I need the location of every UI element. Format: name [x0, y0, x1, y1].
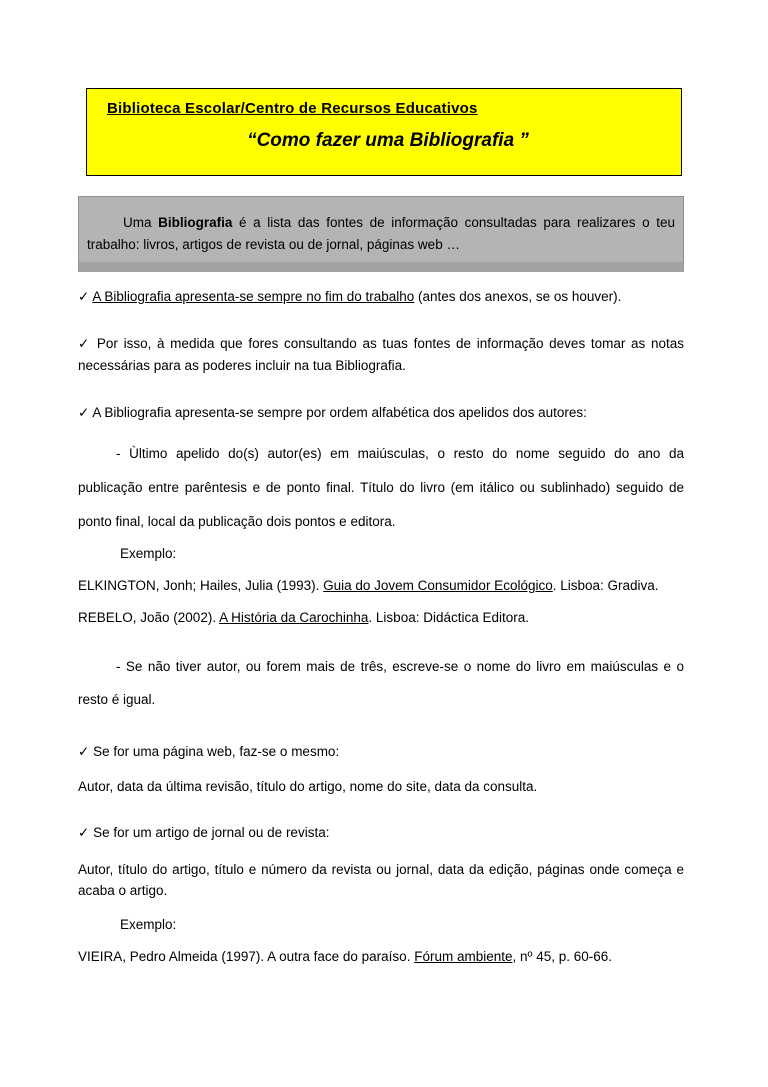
check-icon: ✓ — [78, 289, 90, 304]
paragraph-rule-end-of-work: ✓ A Bibliografia apresenta-se sempre no fim do trabalho (antes dos anexos, se os houver). — [78, 289, 622, 304]
page-title: Biblioteca Escolar/Centro de Recursos Educativos — [107, 100, 478, 117]
intro-bold-term: Bibliografia — [158, 215, 233, 230]
example-label: Exemplo: — [120, 916, 177, 932]
citation-elkington: ELKINGTON, Jonh; Hailes, Julia (1993). Guia do Jovem Consumidor Ecológico. Lisboa: Gradiva. — [78, 578, 659, 594]
document-body — [78, 278, 684, 973]
paragraph-rule-alphabetical: ✓ A Bibliografia apresenta-se sempre por ordem alfabética dos apelidos dos autores: — [78, 404, 587, 420]
citation-rebelo: REBELO, João (2002). A História da Carochinha. Lisboa: Didáctica Editora. — [78, 609, 530, 625]
check-icon: ✓ — [78, 824, 90, 840]
underlined-text: A Bibliografia apresenta-se sempre no fim do trabalho — [92, 289, 415, 304]
paragraph-journal-format: Autor, título do artigo, título e número da revista ou jornal, data da edição, páginas onde começa e acaba o artigo. — [78, 862, 684, 899]
example-label: Exemplo: — [120, 545, 177, 561]
intro-text-prefix: Uma — [123, 215, 159, 230]
check-icon: ✓ — [78, 744, 90, 760]
paragraph-book-citation-rules: - Ùltimo apelido do(s) autor(es) em maiúsculas, o resto do nome seguido do ano da publicação entre parêntesis e de ponto final. Título do livro (em itálico ou sublinhado) seguido de ponto final, local da publicação dois pontos e editora. — [78, 446, 684, 529]
header-box — [86, 88, 682, 176]
intro-box — [78, 196, 684, 272]
paragraph-rule-journal: ✓ Se for um artigo de jornal ou de revista: — [78, 824, 330, 840]
paragraph-no-author-rule: - Se não tiver autor, ou forem mais de três, escreve-se o nome do livro em maiúsculas e o resto é igual. — [78, 658, 684, 708]
paragraph-rule-take-notes: ✓ Por isso, à medida que fores consultando as tuas fontes de informação deves tomar as notas necessárias para as poderes incluir na tua Bibliografia. — [78, 336, 684, 373]
paragraph-rule-webpage: ✓ Se for uma página web, faz-se o mesmo: — [78, 744, 340, 760]
underlined-journal-title: Fórum ambiente — [414, 949, 513, 965]
page-subtitle: “Como fazer uma Bibliografia ” — [247, 130, 529, 151]
citation-vieira: VIEIRA, Pedro Almeida (1997). A outra face do paraíso. Fórum ambiente, nº 45, p. 60-66. — [78, 949, 612, 965]
intro-paragraph — [87, 212, 675, 255]
underlined-book-title: A História da Carochinha — [219, 609, 369, 625]
check-icon: ✓ — [78, 336, 92, 352]
intro-text-rest: é a lista das fontes de informação consultadas para realizares o teu trabalho: livros, artigos de revista ou de jornal, páginas web … — [87, 215, 675, 252]
paragraph-webpage-format: Autor, data da última revisão, título do artigo, nome do site, data da consulta. — [78, 779, 538, 795]
check-icon: ✓ — [78, 404, 90, 420]
underlined-book-title: Guia do Jovem Consumidor Ecológico — [323, 578, 553, 594]
